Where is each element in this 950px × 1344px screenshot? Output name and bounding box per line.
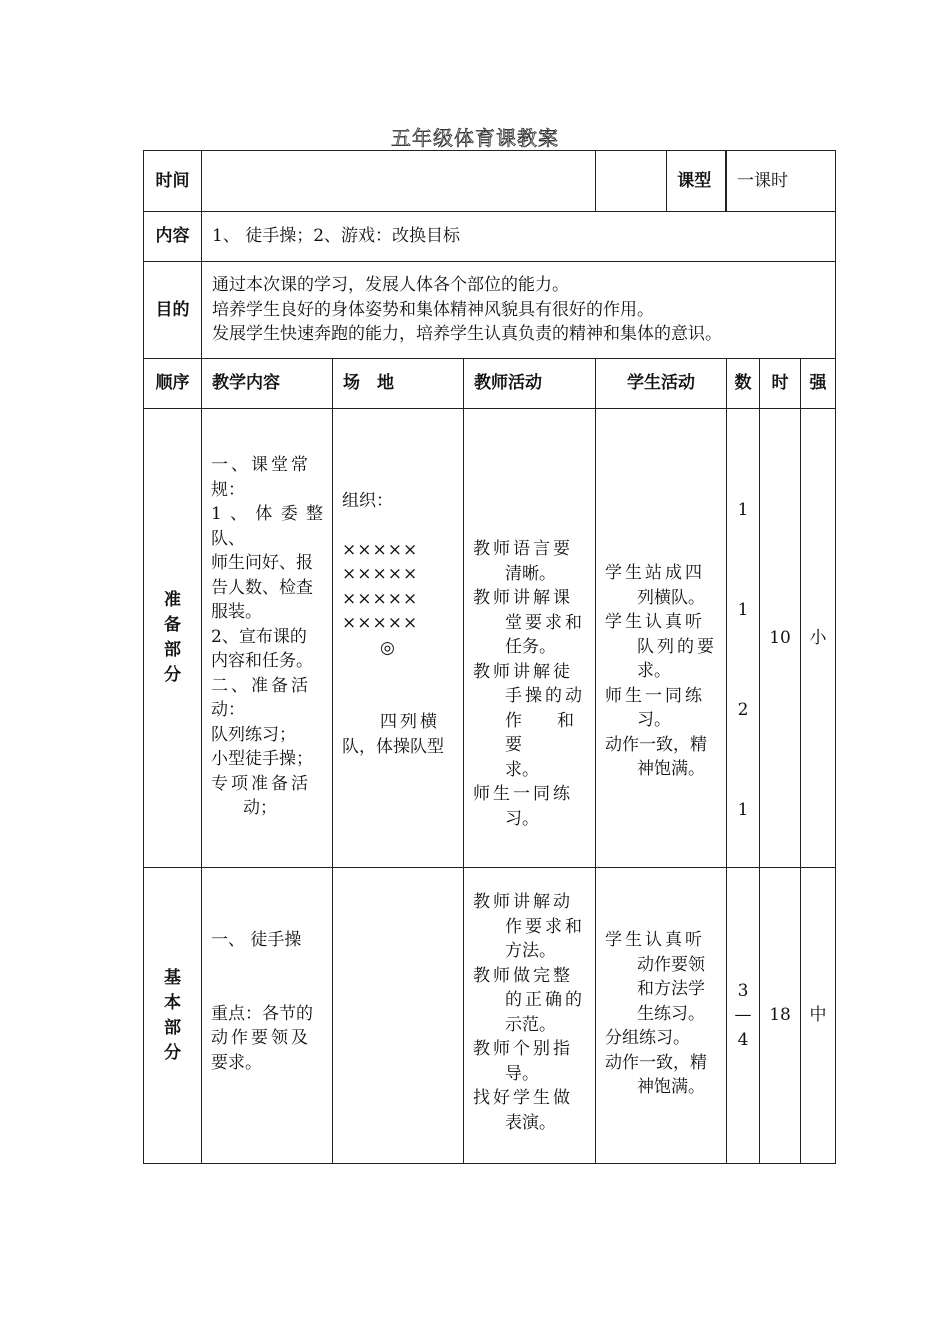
- basic-title: 一、 徒手操: [211, 930, 302, 950]
- col-student: 学生活动: [596, 359, 727, 409]
- basic-intensity: 中: [801, 868, 836, 1164]
- col-venue: 场 地: [333, 359, 464, 409]
- goal-line: 培养学生良好的身体姿势和集体精神风貌具有很好的作用。: [212, 299, 654, 320]
- formation-row: ×××××: [342, 564, 419, 584]
- basic-student-activity: 学生认真听 动作要领 和方法学 生练习。 分组练习。 动作一致，精 神饱满。: [596, 868, 727, 1164]
- goal-line: 发展学生快速奔跑的能力，培养学生认真负责的精神和集体的意识。: [212, 324, 722, 345]
- content-value: 1、 徒手操；2、游戏：改换目标: [202, 212, 836, 262]
- goal-label: 目的: [144, 262, 202, 359]
- formation-row: ×××××: [342, 588, 419, 609]
- venue-note: 队，体操队型: [342, 736, 444, 757]
- basic-time: 18: [760, 868, 801, 1164]
- formation-row: ×××××: [342, 539, 419, 560]
- col-content: 教学内容: [202, 359, 333, 409]
- prep-student-activity: 学生站成四 列横队。 学生认真听 队列的要 求。 师生一同练 习。 动作一致，精 神饱满。: [596, 409, 727, 868]
- type-cell: [596, 151, 727, 212]
- type-label: 课型: [666, 151, 726, 211]
- prep-time: 10: [760, 409, 801, 868]
- prep-counts: 1 1 2 1: [727, 409, 760, 868]
- col-intensity: 强: [801, 359, 836, 409]
- time-row: [144, 151, 836, 212]
- section-basic: [144, 868, 836, 1164]
- section-preparation: [144, 409, 836, 868]
- col-time: 时: [760, 359, 801, 409]
- col-order: 顺序: [144, 359, 202, 409]
- col-teacher: 教师活动: [464, 359, 596, 409]
- prep-intensity: 小: [801, 409, 836, 868]
- prep-venue: [333, 409, 464, 868]
- basic-teacher-activity: 教师讲解动 作要求和 方法。 教师做完整 的正确的 示范。 教师个别指 导。 找好学生做 表演。: [464, 868, 596, 1164]
- goal-row: [144, 262, 836, 359]
- venue-note: 四列横: [380, 712, 440, 732]
- page-title: 五年级体育课教案: [391, 126, 559, 150]
- prep-content: 一、课堂常 规： 1、体委整队、 师生问好、报 告人数、检查 服装。 2、宣布课的 内容和任务。 二、准备活 动： 队列练习； 小型徒手操； 专项准备活 动；: [202, 409, 333, 868]
- col-count: 数: [727, 359, 760, 409]
- column-header-row: [144, 359, 836, 409]
- goal-text: [202, 262, 836, 359]
- section-label: 基 本 部 分: [144, 868, 202, 1164]
- section-label: 准 备 部 分: [144, 409, 202, 868]
- prep-teacher-activity: 教师语言要 清晰。 教师讲解课 堂要求和 任务。 教师讲解徒 手操的动 作和要 求。 师生一同练 习。: [464, 409, 596, 868]
- time-value: [202, 151, 596, 212]
- goal-line: 通过本次课的学习，发展人体各个部位的能力。: [212, 275, 569, 296]
- formation-row: ×××××: [342, 613, 419, 633]
- basic-content: 一、 徒手操 重点：各节的 动作要领及 要求。: [202, 868, 333, 1164]
- org-label: 组织：: [342, 491, 393, 511]
- basic-venue: [333, 868, 464, 1164]
- basic-counts: 3 — 4: [727, 868, 760, 1164]
- content-label: 内容: [144, 212, 202, 262]
- teacher-mark: ◎: [380, 637, 395, 658]
- type-value: 一课时: [727, 151, 836, 212]
- lesson-plan-table: [143, 150, 836, 1164]
- content-row: [144, 212, 836, 262]
- time-label: 时间: [144, 151, 202, 212]
